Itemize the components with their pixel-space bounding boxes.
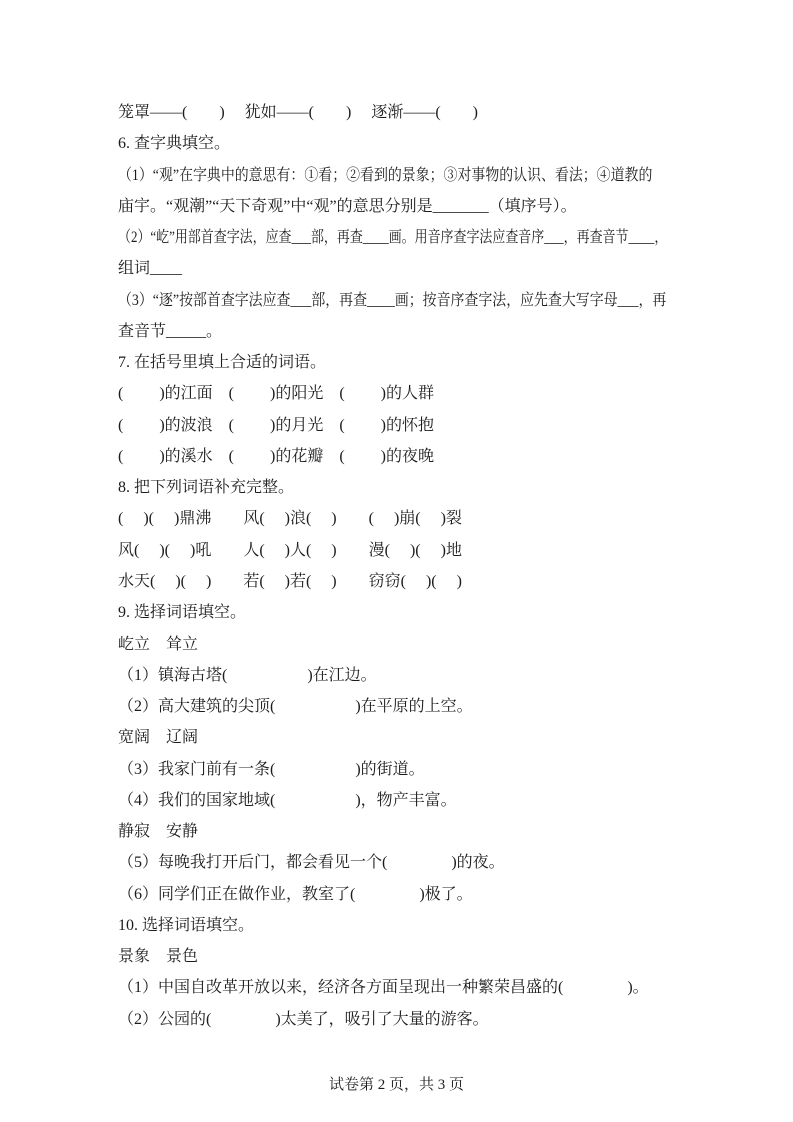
q9-item-1: （1）镇海古塔( )在江边。 <box>118 666 377 684</box>
q6-part3-line1: （3）“逐”按部首查字法应查___部，再查____画；按音序查字法，应先查大写字母___，再 <box>118 291 667 309</box>
synonym-match-line: 笼罩——( ) 犹如——( ) 逐渐——( ) <box>118 104 478 121</box>
q10-heading: 10. 选择词语填空。 <box>118 916 255 934</box>
q7-row-2: ( )的波浪 ( )的月光 ( )的怀抱 <box>118 416 434 434</box>
q9-heading: 9. 选择词语填空。 <box>118 604 247 622</box>
q9-item-5: （5）每晚我打开后门，都会看见一个( )的夜。 <box>118 854 505 872</box>
q9-item-3: （3）我家门前有一条( )的街道。 <box>118 760 425 778</box>
q6-part1-line1: （1）“观”在字典中的意思有：①看；②看到的景象；③对事物的认识、看法；④道教的 <box>118 166 653 184</box>
q9-word-options-1: 屹立 耸立 <box>118 635 199 653</box>
page-footer: 试卷第 2 页，共 3 页 <box>328 1077 464 1093</box>
q10-item-2: （2）公园的( )太美了，吸引了大量的游客。 <box>118 1010 489 1028</box>
q8-row-3: 水天( )( ) 若( )若( ) 窃窃( )( ) <box>118 572 462 590</box>
q9-word-options-2: 宽阔 辽阔 <box>118 729 199 747</box>
q6-part3-line2: 查音节_____。 <box>118 322 223 340</box>
q7-row-3: ( )的溪水 ( )的花瓣 ( )的夜晚 <box>118 447 434 465</box>
q9-word-options-3: 静寂 安静 <box>118 823 199 841</box>
q7-row-1: ( )的江面 ( )的阳光 ( )的人群 <box>118 385 434 403</box>
q6-part2-line2: 组词____ <box>118 260 183 278</box>
paper-content <box>118 97 698 1035</box>
q8-row-1: ( )( )鼎沸 风( )浪( ) ( )崩( )裂 <box>118 510 462 528</box>
q9-item-4: （4）我们的国家地域( )，物产丰富。 <box>118 791 457 809</box>
q10-item-1: （1）中国自改革开放以来，经济各方面呈现出一种繁荣昌盛的( )。 <box>118 979 649 997</box>
q8-heading: 8. 把下列词语补充完整。 <box>118 479 295 497</box>
q8-row-2: 风( )( )吼 人( )人( ) 漫( )( )地 <box>118 541 462 559</box>
q9-item-6: （6）同学们正在做作业，教室了( )极了。 <box>118 885 473 903</box>
q6-heading: 6. 查字典填空。 <box>118 135 231 153</box>
q7-heading: 7. 在括号里填上合适的词语。 <box>118 354 327 372</box>
q6-part1-line2: 庙宇。“观潮”“天下奇观”中“观”的意思分别是_______（填序号）。 <box>118 197 577 215</box>
q9-item-2: （2）高大建筑的尖顶( )在平原的上空。 <box>118 698 473 716</box>
q6-part2-line1: （2）“屹”用部首查字法，应查___部，再查____画。用音序查字法应查音序___，再查音节____， <box>118 229 668 247</box>
q10-word-options: 景象 景色 <box>118 948 199 966</box>
